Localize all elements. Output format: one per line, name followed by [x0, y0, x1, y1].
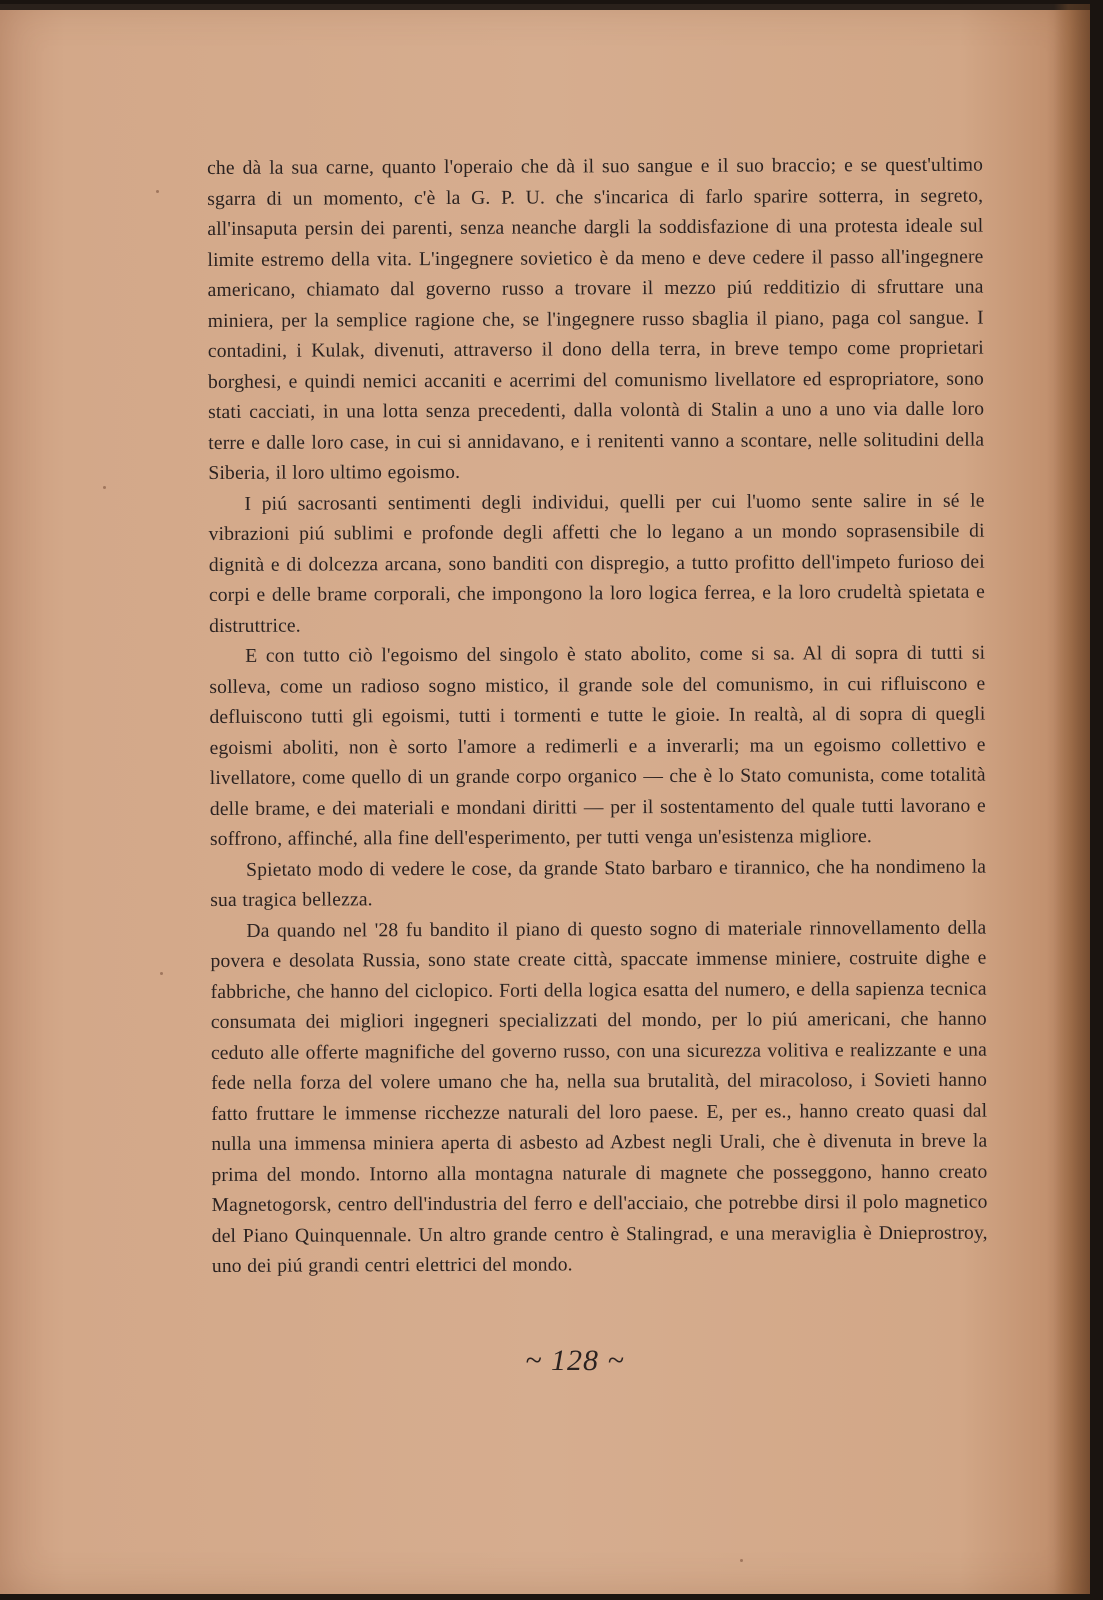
paper-speck [740, 1559, 743, 1562]
paragraph: I piú sacrosanti sentimenti degli individui, quelli per cui l'uomo sente salire in sé le vibrazioni piú sublimi e profonde degli affetti che lo legano a un mondo soprasensibile di dignità e di dolcezza arcana, sono banditi con dispregio, a tutto profitto dell'impeto furioso dei corpi e delle brame corporali, che impongono la loro logica ferrea, e la loro crudeltà spietata e distruttrice. [208, 490, 985, 637]
paper-speck [103, 486, 106, 489]
paragraph: che dà la sua carne, quanto l'operaio che dà il suo sangue e il suo braccio; e se quest'ultimo sgarra di un momento, c'è la G. P. U. che s'incarica di farlo sparire sotterra, in segreto, all'insaputa persin dei parenti, senza neanche dargli la soddisfazione di una protesta ideale sul limite estremo della vita. L'ingegnere sovietico è da meno e deve cedere il passo all'ingegnere americano, chiamato dal governo russo a trovare il mezzo piú redditizio di sfruttare una miniera, per la semplice ragione che, se l'ingegnere russo sbaglia il piano, paga col sangue. I contadini, i Kulak, divenuti, attraverso il dono della terra, in breve tempo come proprietari borghesi, e quindi nemici accaniti e acerrimi del comunismo livellatore ed espropriatore, sono stati cacciati, in una lotta senza precedenti, dalla volontà di Stalin a uno a uno via dalle loro terre e dalle loro case, in cui si annidavano, e i renitenti vanno a scontare, nelle solitudini della Siberia, il loro ultimo egoismo. [207, 154, 985, 484]
paragraph: E con tutto ciò l'egoismo del singolo è stato abolito, come si sa. Al di sopra di tutti si solleva, come un radioso sogno mistico, il grande sole del comunismo, in cui rifluiscono e defluiscono tutti gli egoismi, tutti i tormenti e tutte le gioie. In realtà, al di sopra di quegli egoismi aboliti, non è sorto l'amore a redimerli e a inverarli; ma un egoismo collettivo e livellatore, come quello di un grande corpo organico — che è lo Stato comunista, come totalità delle brame, e dei materiali e mondani diritti — per il sostentamento del quale tutti lavorano e soffrono, affinché, alla fine dell'esperimento, per tutti venga un'esistenza migliore. [209, 642, 986, 850]
book-page [0, 4, 1090, 1594]
body-text [207, 151, 988, 1283]
page-top-edge [0, 4, 1090, 10]
paper-speck [156, 190, 159, 193]
paper-speck [160, 972, 163, 975]
paragraph: Da quando nel '28 fu bandito il piano di questo sogno di materiale rinnovellamento della povera e desolata Russia, sono state create città, spaccate immense miniere, costruite dighe e fabbriche, che hanno del ciclopico. Forti della logica esatta del numero, e della sapienza tecnica consumata dei migliori ingegneri specializzati del mondo, per lo piú americani, che hanno ceduto alle offerte magnifiche del governo russo, con una sicurezza volitiva e realizzante e una fede nella forza del volere umano che ha, nella sua brutalità, del miracoloso, i Sovieti hanno fatto fruttare le immense ricchezze naturali del loro paese. E, per es., hanno creato quasi dal nulla una immensa miniera aperta di asbesto ad Azbest negli Urali, che è divenuta in breve la prima del mondo. Intorno alla montagna naturale di magnete che posseggono, hanno creato Magnetogorsk, centro dell'industria del ferro e dell'acciaio, che potrebbe dirsi il polo magnetico del Piano Quinquennale. Un altro grande centro è Stalingrad, e una meraviglia è Dnieprostroy, uno dei piú grandi centri elettrici del mondo. [210, 917, 988, 1277]
page-number: ~ 128 ~ [525, 1344, 625, 1377]
paragraph: Spietato modo di vedere le cose, da grande Stato barbaro e tirannico, che ha nondimeno la sua tragica bellezza. [210, 856, 987, 911]
